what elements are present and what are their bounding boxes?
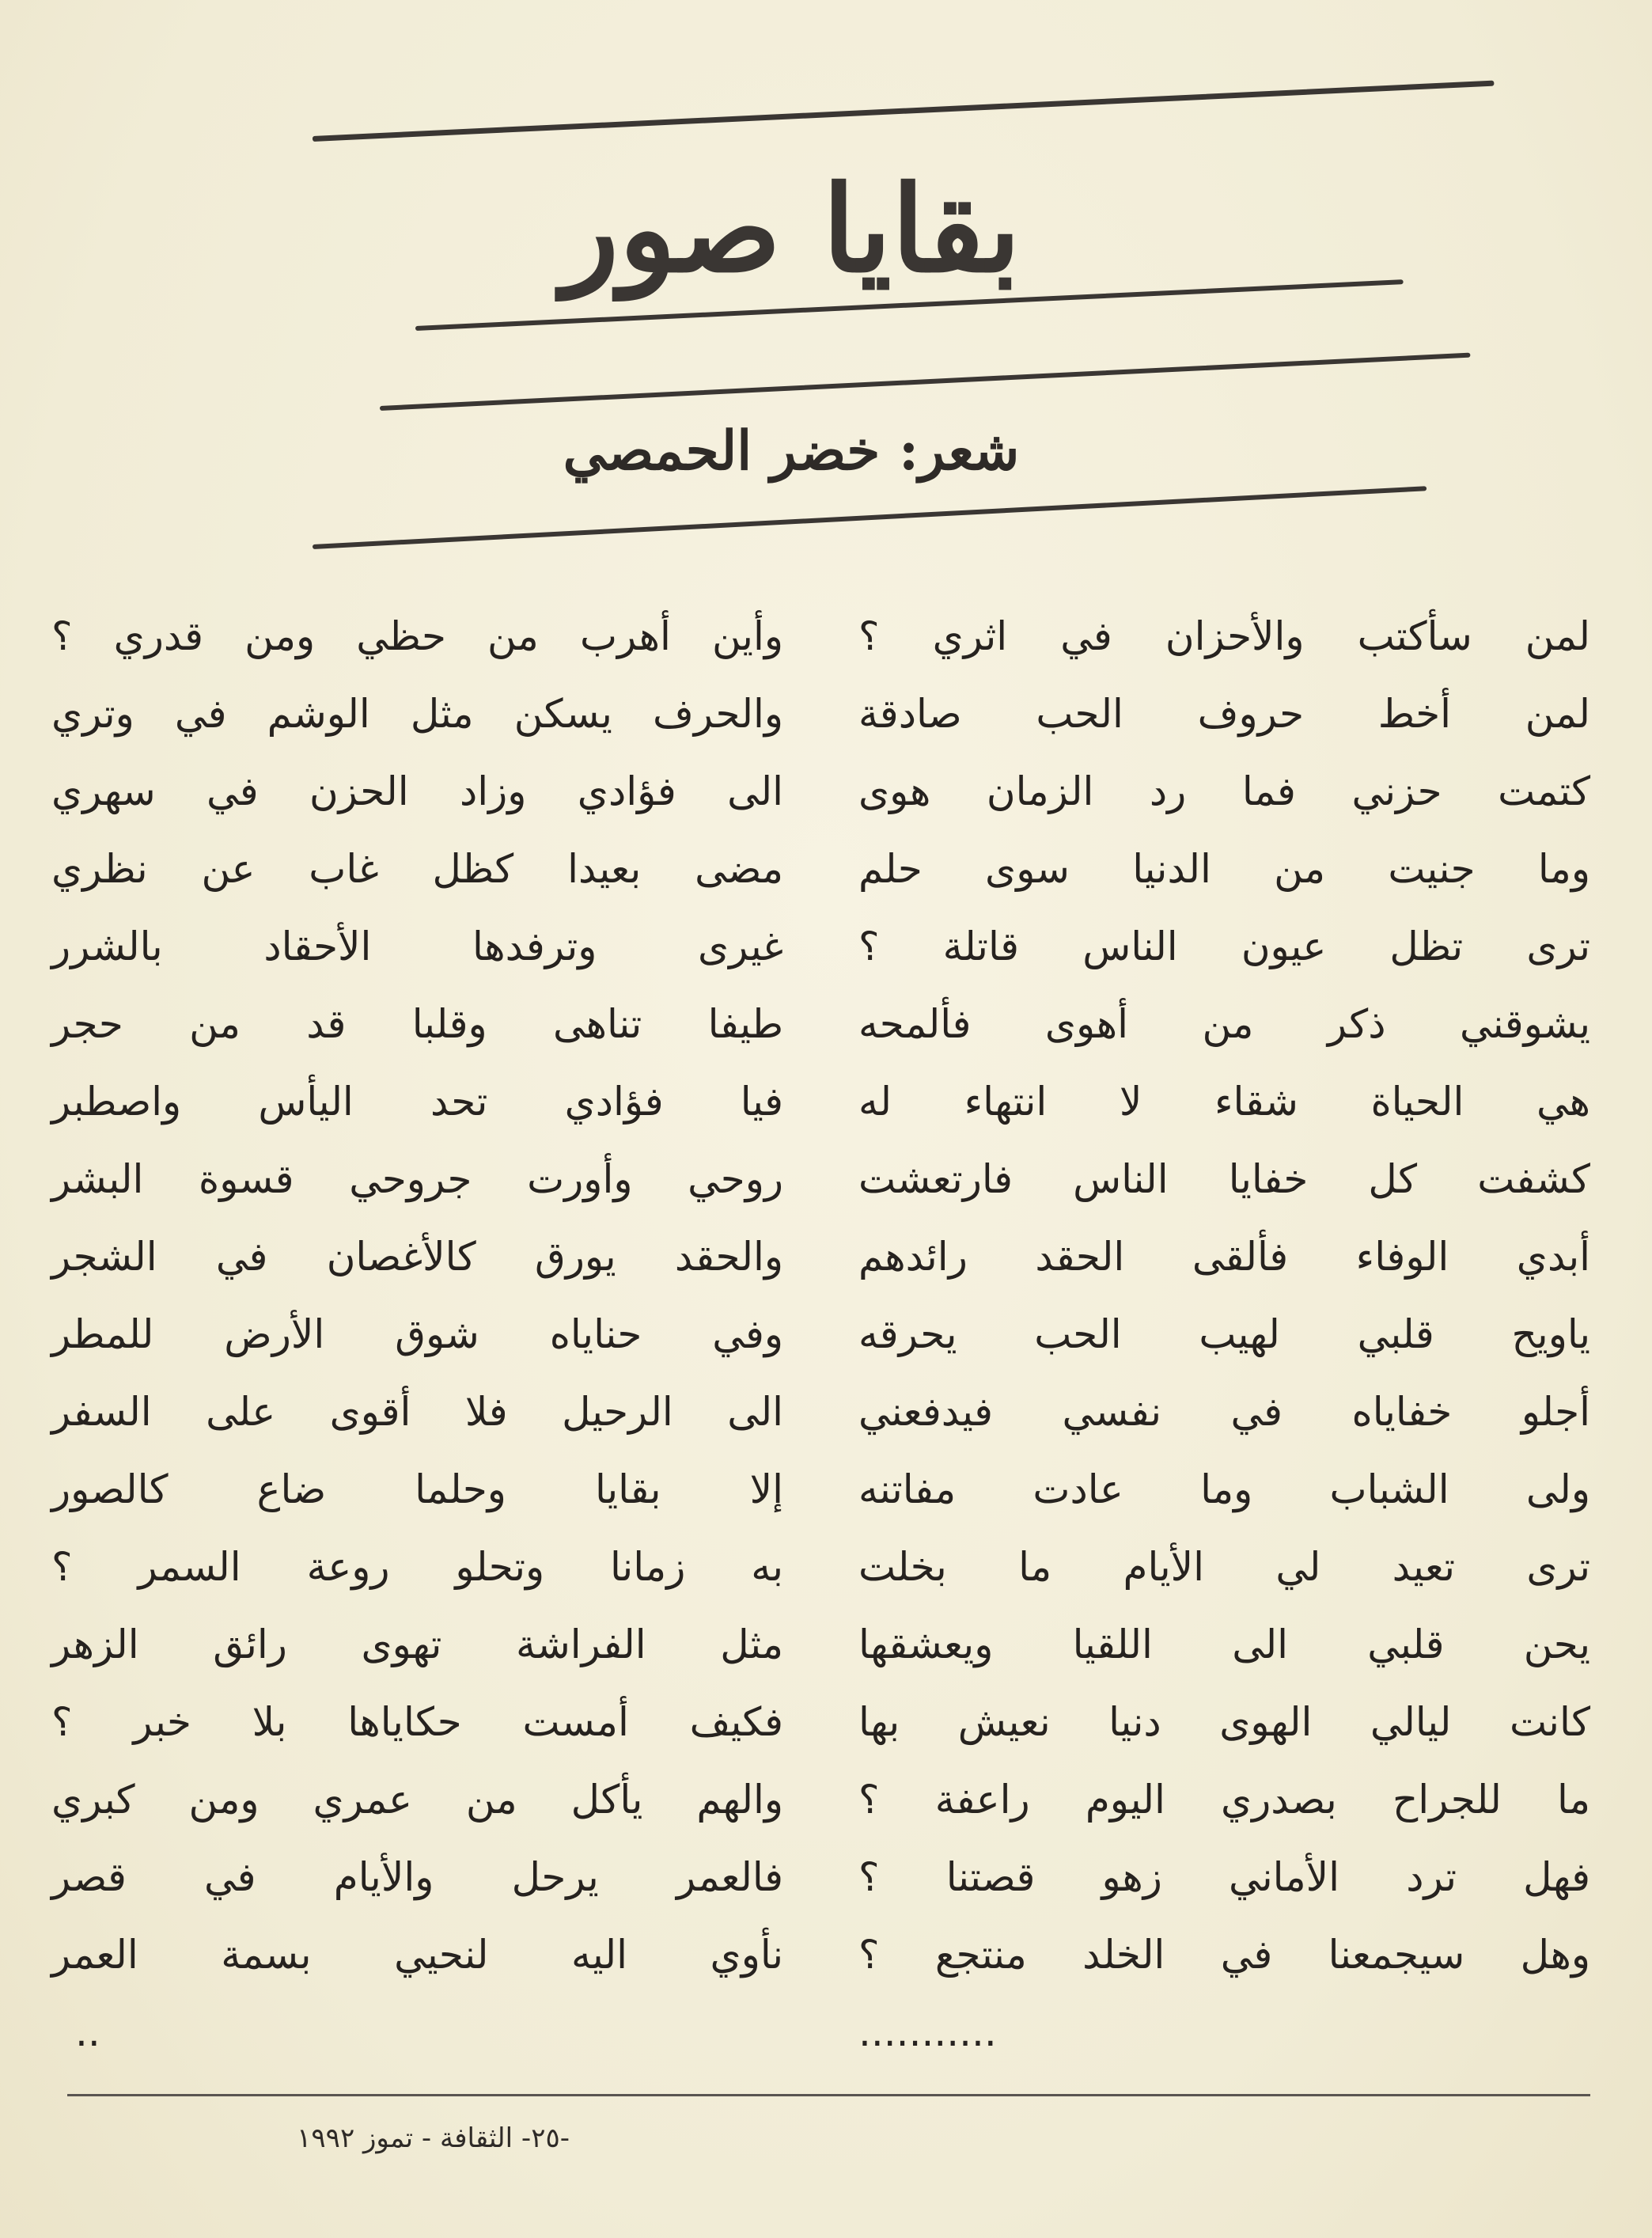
verse-line: لمن سأكتب والأحزان في اثري ؟ [858,613,1590,659]
title-rule-bottom [313,486,1427,549]
verse-line: يشوقني ذكر من أهوى فألمحه [858,1001,1590,1047]
verse-line: ترى تظل عيون الناس قاتلة ؟ [858,924,1590,969]
verse-line: طيفا تناهى وقلبا قد من حجر [51,1001,783,1047]
title-rule-top [313,81,1495,142]
verse-ellipsis: ........... [858,2009,997,2055]
verse-line: به زمانا وتحلو روعة السمر ؟ [51,1544,783,1590]
verse-line: غيرى وترفدها الأحقاد بالشرر [51,924,783,969]
verse-line: ياويح قلبي لهيب الحب يحرقه [858,1311,1590,1357]
verse-line: فالعمر يرحل والأيام في قصر [51,1854,783,1900]
verse-line: كانت ليالي الهوى دنيا نعيش بها [858,1699,1590,1745]
verse-line: أجلو خفاياه في نفسي فيدفعني [858,1389,1590,1435]
verse-line: كشفت كل خفايا الناس فارتعشت [858,1156,1590,1202]
verse-line: وهل سيجمعنا في الخلد منتجع ؟ [858,1932,1590,1978]
verse-line: هي الحياة شقاء لا انتهاء له [858,1079,1590,1125]
verse-line: كتمت حزني فما رد الزمان هوى [858,768,1590,814]
verse-ellipsis: .. [75,2009,100,2055]
verse-line: ترى تعيد لي الأيام ما بخلت [858,1544,1590,1590]
verse-line: نأوي اليه لنحيي بسمة العمر [51,1932,783,1978]
verse-line: إلا بقايا وحلما ضاع كالصور [51,1466,783,1512]
verse-line: والحقد يورق كالأغصان في الشجر [51,1234,783,1280]
verse-line: الى الرحيل فلا أقوى على السفر [51,1389,783,1435]
verse-line: ولى الشباب وما عادت مفاتنه [858,1466,1590,1512]
verse-line: فهل ترد الأماني زهو قصتنا ؟ [858,1854,1590,1900]
verse-line: مثل الفراشة تهوى رائق الزهر [51,1622,783,1667]
verse-line: الى فؤادي وزاد الحزن في سهري [51,768,783,814]
verse-line: فيا فؤادي تحد اليأس واصطبر [51,1079,783,1125]
footer-rule [67,2094,1590,2096]
verse-line: وفي حناياه شوق الأرض للمطر [51,1311,783,1357]
title-rule-lower [380,353,1471,411]
page-footer: -٢٥- الثقافة - تموز ١٩٩٢ [297,2122,570,2154]
verse-line: والهم يأكل من عمري ومن كبري [51,1777,783,1823]
verse-line: وما جنيت من الدنيا سوى حلم [858,846,1590,892]
verse-line: مضى بعيدا كظل غاب عن نظري [51,846,783,892]
verse-line: روحي وأورت جروحي قسوة البشر [51,1156,783,1202]
verse-line: فكيف أمست حكاياها بلا خبر ؟ [51,1699,783,1745]
verse-line: ما للجراح بصدري اليوم راعفة ؟ [858,1777,1590,1823]
verse-line: لمن أخط حروف الحب صادقة [858,691,1590,737]
verse-line: أبدي الوفاء فألقى الحقد رائدهم [858,1234,1590,1280]
verse-line: وأين أهرب من حظي ومن قدري ؟ [51,613,783,659]
verse-line: يحن قلبي الى اللقيا ويعشقها [858,1622,1590,1667]
verse-line: والحرف يسكن مثل الوشم في وتري [51,691,783,737]
poem-column-left [51,597,783,2071]
poem-byline: شعر: خضر الحمصي [563,419,1020,483]
poem-column-right [858,597,1590,2071]
poem-title: بقايا صور [561,160,1021,299]
